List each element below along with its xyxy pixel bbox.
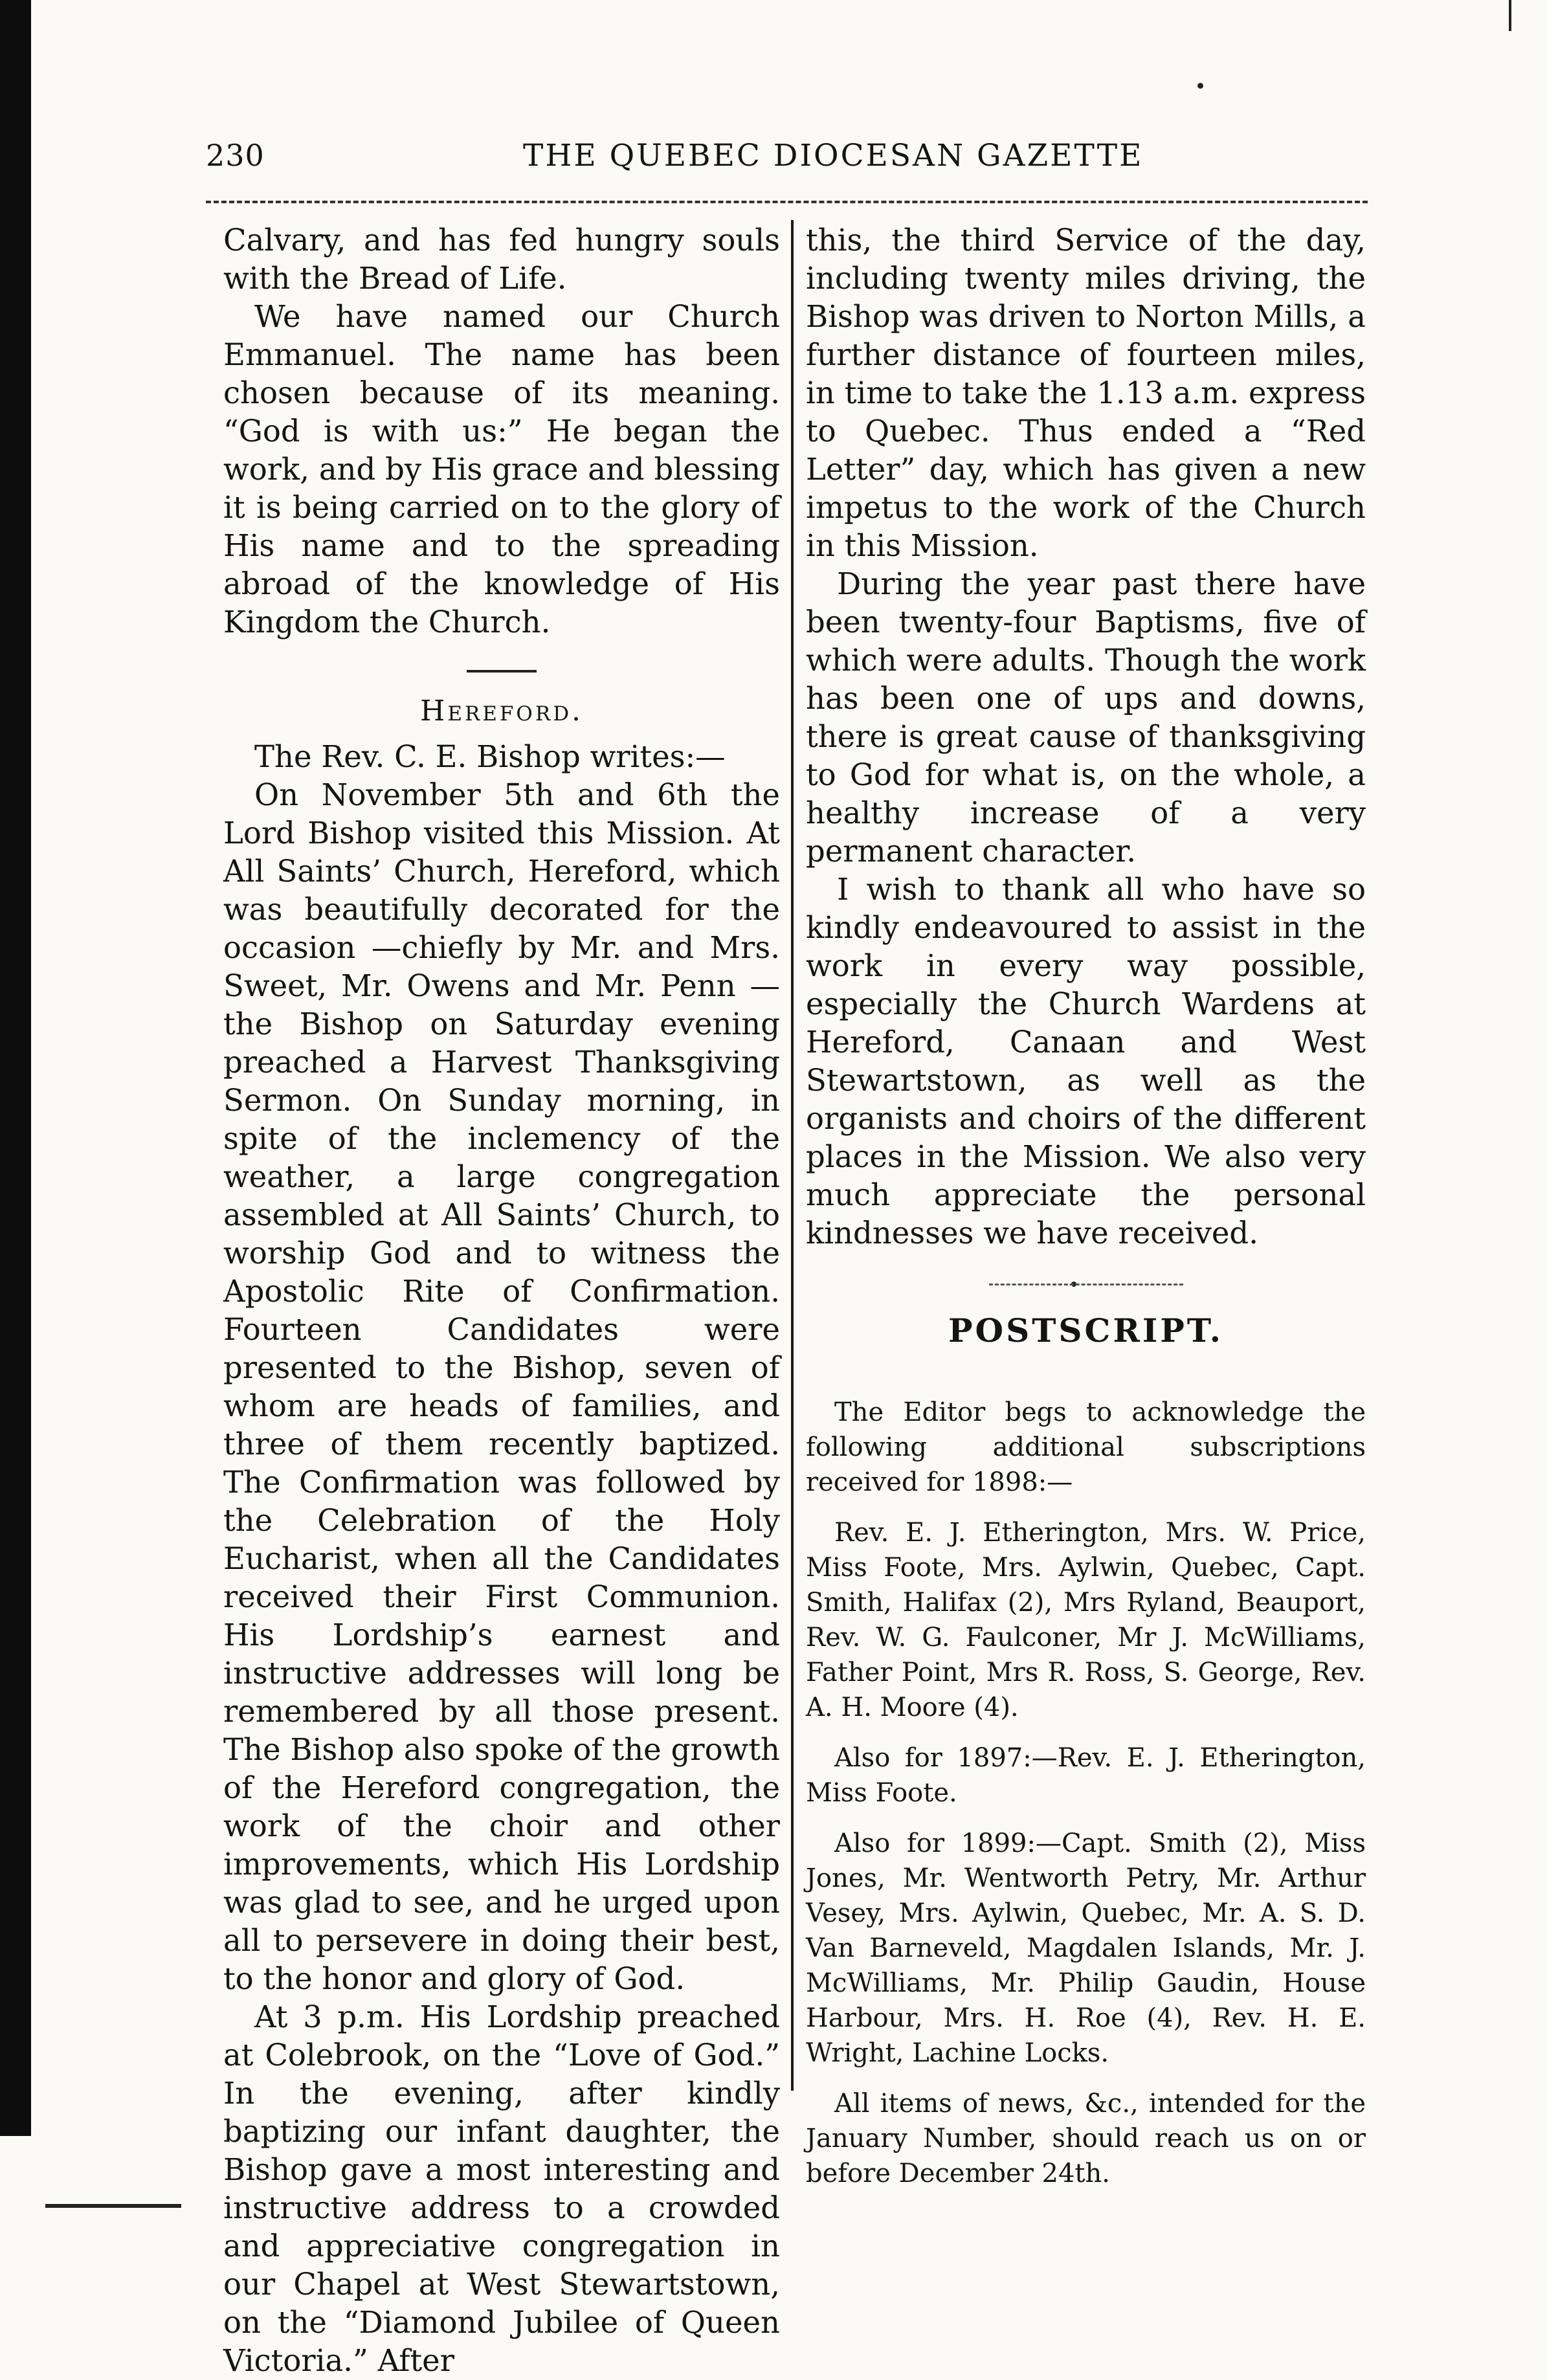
column-divider [791,220,794,2091]
postscript-paragraph: The Editor begs to acknowledge the following additional subscriptions received for 1898:— [806,1397,1366,1497]
paragraph: I wish to thank all who have so kindly endeavoured to assist in the work in every way possible, especially the Church Wardens at Hereford, Canaan and West Stewartstown, as well as the organists and choirs of the different places in the Mission. We also very much appreciate the personal kindnesses we have received. [806,872,1366,1251]
running-title: THE QUEBEC DIOCESAN GAZETTE [523,138,1144,173]
paragraph: this, the third Service of the day, including twenty miles driving, the Bishop was driven to Norton Mills, a further distance of fourteen miles, in time to take the 1.13 a.m. express to Quebec. Thus ended a “Red Letter” day, which has given a new impetus to the work of the Church in this Mission. [806,223,1366,563]
header-rule [206,201,1368,203]
postscript-heading: POSTSCRIPT. [948,1311,1224,1350]
paragraph: On November 5th and 6th the Lord Bishop visited this Mission. At All Saints’ Church, Hereford, which was beautifully decorated for the occasion —chiefly by Mr. and Mrs. Sweet, Mr. Owens and Mr. Penn —the Bishop on Saturday evening preached a Harvest Thanksgiving Sermon. On Sunday morning, in spite of the inclemency of the weather, a large congregation assembled at All Saints’ Church, to worship God and to witness the Apostolic Rite of Confirmation. Fourteen Candidates were presented to the Bishop, seven of whom are heads of families, and three of them recently baptized. The Confirmation was followed by the Celebration of the Holy Eucharist, when all the Candidates received their First Communion. His Lordship’s earnest and instructive addresses will long be remembered by all those present. The Bishop also spoke of the growth of the Hereford congregation, the work of the choir and other improvements, which His Lordship was glad to see, and he urged upon all to persevere in doing their best, to the honor and glory of God. [223,777,780,1996]
paragraph: Calvary, and has fed hungry souls with the Bread of Life. [223,223,780,296]
paragraph: The Rev. C. E. Bishop writes:— [254,739,726,774]
postscript-paragraph: All items of news, &c., intended for the January Number, should reach us on or before December 24th. [806,2089,1366,2188]
paragraph: During the year past there have been twenty-four Baptisms, five of which were adults. Though the work has been one of ups and downs, there is great cause of thanksgiving to God for what is, on the whole, a healthy increase of a very permanent character. [806,566,1366,869]
binding-edge [0,0,31,2136]
section-divider [467,670,537,673]
section-heading: Hereford. [419,695,584,728]
paragraph: We have named our Church Emmanuel. The name has been chosen because of its meaning. “God is with us:” He began the work, and by His grace and blessing it is being carried on to the glory of His name and to the spreading abroad of the knowledge of His Kingdom the Church. [223,299,780,639]
bottom-rule [45,2204,181,2208]
postscript-paragraph: Rev. E. J. Etherington, Mrs. W. Price, Miss Foote, Mrs. Aylwin, Quebec, Capt. Smith, Halifax (2), Mrs Ryland, Beauport, Rev. W. G. Faulconer, Mr J. McWilliams, Father Point, Mrs R. Ross, S. George, Rev. A. H. Moore (4). [806,1518,1366,1722]
corner-mark [1509,0,1511,31]
page-header [206,133,1368,184]
left-column [223,221,780,2380]
page-number: 230 [206,138,265,173]
paragraph: At 3 p.m. His Lordship preached at Colebrook, on the “Love of God.” In the evening, after kindly baptizing our infant daughter, the Bishop gave a most interesting and instructive address to a crowded and appreciative congregation in our Chapel at West Stewartstown, on the “Diamond Jubilee of Queen Victoria.” After [223,1999,780,2378]
postscript-paragraph: Also for 1899:—Capt. Smith (2), Miss Jones, Mr. Wentworth Petry, Mr. Arthur Vesey, Mrs. Aylwin, Quebec, Mr. A. S. D. Van Barneveld, Magdalen Islands, Mr. J. McWilliams, Mr. Philip Gaudin, House Harbour, Mrs. H. Roe (4), Rev. H. E. Wright, Lachine Locks. [806,1829,1366,2068]
section-divider [989,1284,1183,1285]
postscript-paragraph: Also for 1897:—Rev. E. J. Etherington, Miss Foote. [806,1743,1366,1808]
ink-dot [1197,83,1203,89]
right-column [806,221,1366,2207]
